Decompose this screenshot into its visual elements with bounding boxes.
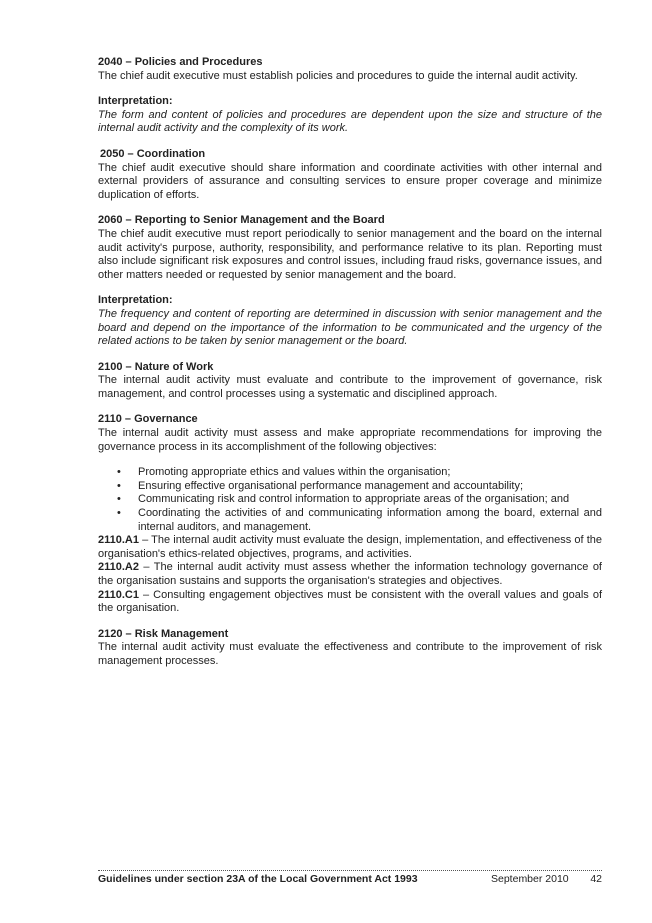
list-item [117, 493, 602, 507]
section-heading-2120: 2120 – Risk Management [98, 627, 229, 640]
section-heading-2110: 2110 – Governance [98, 413, 198, 426]
section-body-2040: The chief audit executive must establish policies and procedures to guide the internal audit activity. [98, 69, 578, 82]
footer-date: September 2010 [491, 873, 569, 885]
footer-divider [98, 870, 602, 871]
list-item [117, 479, 602, 494]
standard-code: 2110.A2 [98, 561, 139, 574]
interpretation-text: The form and content of policies and procedures are dependent upon the size and structure of the internal audit activity and the complexity of its work. [98, 108, 602, 135]
standard-code: 2110.C1 [98, 588, 139, 601]
section-heading-2100: 2100 – Nature of Work [98, 360, 214, 373]
section-heading-2050: 2050 – Coordination [100, 147, 206, 160]
standard-text: – The internal audit activity must evaluate the design, implementation, and effectiveness of the organisation's ethics-related objectives, programs, and activities. [98, 534, 602, 560]
section-heading-2060: 2060 – Reporting to Senior Management and the Board [98, 214, 385, 227]
bullet-icon: • [117, 507, 121, 520]
list-item-text: Coordinating the activities of and communicating information among the board, external and internal auditors, and management. [138, 507, 602, 533]
list-item [117, 507, 602, 534]
section-body-2110: The internal audit activity must assess and make appropriate recommendations for improving the governance process in its accomplishment of the following objectives: [98, 427, 602, 453]
page-number: 42 [590, 873, 602, 885]
section-body-2060: The chief audit executive must report periodically to senior management and the board on the internal audit activity's purpose, authority, responsibility, and performance relative to its plan. Reporting must also include significant risk exposures and control issues, including fraud risks, governance issues, and other matters needed or requested by senior management and the board. [98, 227, 602, 281]
interpretation-label: Interpretation: [98, 294, 173, 307]
standard-2110-a2 [98, 561, 602, 588]
footer-title: Guidelines under section 23A of the Local Government Act 1993 [98, 873, 418, 885]
objectives-list [98, 466, 602, 534]
section-body-2100: The internal audit activity must evaluate and contribute to the improvement of governance, risk management, and control processes using a systematic and disciplined approach. [98, 374, 602, 400]
section-body-2050: The chief audit executive should share information and coordinate activities with other internal and external providers of assurance and consulting services to ensure proper coverage and minimize duplication of efforts. [98, 161, 602, 201]
standard-code: 2110.A1 [98, 534, 139, 547]
list-item-text: Ensuring effective organisational performance management and accountability; [138, 479, 524, 492]
standard-text: – Consulting engagement objectives must be consistent with the overall values and goals of the organisation. [98, 588, 602, 615]
list-item-text: Communicating risk and control information to appropriate areas of the organisation; and [138, 493, 570, 506]
interpretation-text: The frequency and content of reporting are determined in discussion with senior management and the board and depend on the importance of the information to be communicated and the urgency of the related actions to be taken by senior management or the board. [98, 307, 602, 348]
standard-text: – The internal audit activity must assess whether the information technology governance of the organisation sustains and supports the organisation's strategies and objectives. [98, 561, 602, 587]
interpretation-label: Interpretation: [98, 95, 173, 108]
bullet-icon: • [117, 466, 121, 479]
document-page [98, 56, 602, 669]
standard-2110-a1 [98, 534, 602, 561]
bullet-icon: • [117, 493, 121, 506]
section-body-2120: The internal audit activity must evaluate the effectiveness and contribute to the improvement of risk management processes. [98, 641, 602, 667]
section-heading-2040: 2040 – Policies and Procedures [98, 56, 263, 68]
standard-2110-c1 [98, 589, 602, 616]
list-item [117, 466, 602, 480]
list-item-text: Promoting appropriate ethics and values within the organisation; [138, 466, 451, 479]
bullet-icon: • [117, 479, 121, 492]
